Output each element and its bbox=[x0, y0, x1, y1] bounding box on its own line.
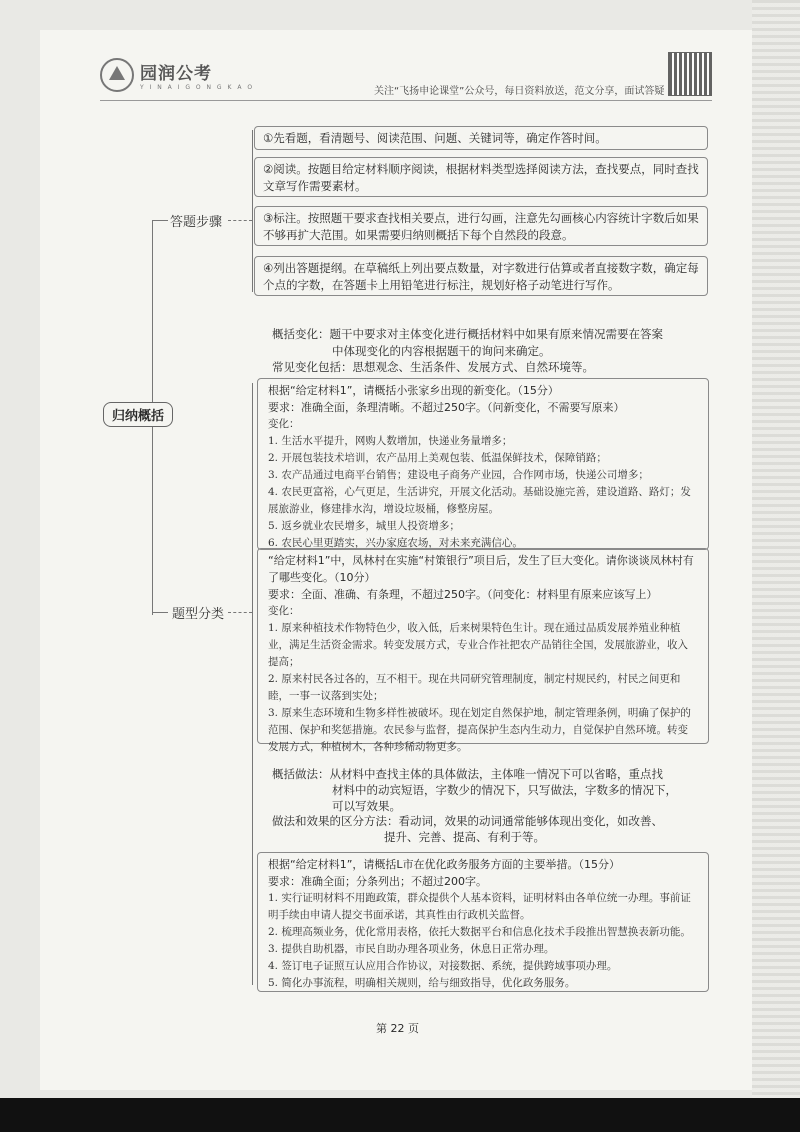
example-1-item: 5. 返乡就业农民增多，城里人投资增多； bbox=[268, 520, 460, 532]
example-1-answer-head: 变化： bbox=[268, 418, 300, 430]
example-box-3 bbox=[257, 852, 709, 992]
example-2-item: 1. 原来种植技术作物特色少，收入低，后来树果特色生计。现在通过品质发展养殖业种植业，满足生活资金需求。转变发展方式，专业合作社把农产品销往全国，发展旅游业，收入提高； bbox=[268, 622, 688, 668]
scan-edge-noise bbox=[752, 0, 800, 1098]
example-3-item: 5. 简化办事流程，明确相关规则，给与细致指导，优化政务服务。 bbox=[268, 977, 576, 989]
step-text: ②阅读。按题目给定材料顺序阅读，根据材料类型选择阅读方法，查找要点，同时查找文章写作需要素材。 bbox=[263, 162, 699, 193]
steps-label: 答题步骤 bbox=[170, 215, 223, 230]
example-3-requirement: 要求：准确全面；分条列出；不超过200字。 bbox=[268, 875, 487, 888]
method-def-line3: 可以写效果。 bbox=[332, 799, 401, 813]
header-note: 关注“飞扬申论课堂”公众号，每日资料放送，范文分享，面试答疑 bbox=[374, 86, 665, 97]
qr-code-icon bbox=[668, 52, 712, 96]
logo-title: 园润公考 bbox=[140, 64, 212, 84]
example-1-item: 1. 生活水平提升，网购人数增加，快递业务量增多； bbox=[268, 435, 513, 447]
example-3-item: 3. 提供自助机器，市民自助办理各项业务，休息日正常办理。 bbox=[268, 943, 555, 955]
publisher-logo bbox=[100, 58, 254, 92]
example-1-item: 6. 农民心里更踏实，兴办家庭农场，对未来充满信心。 bbox=[268, 537, 523, 549]
example-2-title: “给定材料1”中，凤林村在实施“村策银行”项目后，发生了巨大变化。请你谈谈凤林村有了哪些变化。（10分） bbox=[268, 554, 694, 584]
method-distinction-line2: 提升、完善、提高、有利于等。 bbox=[384, 830, 545, 844]
step-text: ④列出答题提纲。在草稿纸上列出要点数量，对字数进行估算或者直接数字数，确定每个点的字数，在答题卡上用铅笔进行标注，规划好格子动笔进行写作。 bbox=[263, 261, 699, 292]
example-2-item: 3. 原来生态环境和生物多样性被破坏。现在划定自然保护地，制定管理条例，明确了保护的范围、保护和奖惩措施。农民参与监督，提高保护生态内生动力，自觉保护自然环境。转变发展方式，种植树木，各种珍稀动物更多。 bbox=[268, 707, 691, 753]
types-bracket-line bbox=[252, 383, 253, 985]
method-def-line2: 材料中的动宾短语，字数少的情况下，只写做法，字数多的情况下， bbox=[332, 783, 677, 797]
example-3-item: 1. 实行证明材料不用跑政策，群众提供个人基本资料，证明材料由各单位统一办理。事前证明手续由申请人提交书面承诺，其真性由行政机关监督。 bbox=[268, 892, 691, 921]
change-common-line: 常见变化包括：思想观念、生活条件、发展方式、自然环境等。 bbox=[272, 360, 594, 374]
example-3-title: 根据“给定材料1”，请概括L市在优化政务服务方面的主要举措。（15分） bbox=[268, 858, 621, 871]
step-box-4 bbox=[254, 256, 708, 296]
steps-bracket-line bbox=[252, 130, 253, 292]
main-topic-label: 归纳概括 bbox=[103, 402, 173, 427]
method-distinction-line1: 做法和效果的区分方法：看动词，效果的动词通常能够体现出变化，如改善、 bbox=[272, 814, 663, 828]
example-box-2 bbox=[257, 548, 709, 753]
example-1-item: 2. 开展包装技术培训，农产品用上美观包装、低温保鲜技术，保障销路； bbox=[268, 452, 607, 464]
example-box-1 bbox=[257, 378, 709, 550]
step-box-1 bbox=[254, 126, 708, 150]
step-text: ①先看题，看清题号、阅读范围、问题、关键词等，确定作答时间。 bbox=[263, 131, 607, 145]
example-2-answer-head: 变化： bbox=[268, 605, 300, 617]
steps-connector bbox=[228, 220, 252, 221]
change-def-line2: 中体现变化的内容根据题干的询问来确定。 bbox=[332, 344, 551, 358]
page-number: 第 22 页 bbox=[376, 1022, 419, 1035]
logo-subtitle: Y I N A I G O N G K A O bbox=[140, 84, 255, 91]
example-1-item: 4. 农民更富裕，心气更足，生活讲究，开展文化活动。基础设施完善，建设道路、路灯；发展旅游业，修建排水沟，增设垃圾桶，修整房屋。 bbox=[268, 486, 691, 515]
example-1-title: 根据“给定材料1”，请概括小张家乡出现的新变化。（15分） bbox=[268, 384, 559, 397]
method-def-line1: 概括做法：从材料中查找主体的具体做法，主体唯一情况下可以省略，重点找 bbox=[272, 767, 663, 781]
change-def-line1: 概括变化：题干中要求对主体变化进行概括材料中如果有原来情况需要在答案 bbox=[272, 327, 663, 341]
example-3-item: 2. 梳理高频业务，优化常用表格，依托大数据平台和信息化技术手段推出智慧换表新功能。 bbox=[268, 926, 691, 938]
example-1-requirement: 要求：准确全面，条理清晰。不超过250字。（问新变化，不需要写原来） bbox=[268, 401, 625, 414]
step-box-2 bbox=[254, 157, 708, 197]
types-label: 题型分类 bbox=[172, 607, 225, 622]
example-2-requirement: 要求：全面、准确、有条理，不超过250字。（问变化：材料里有原来应该写上） bbox=[268, 588, 658, 601]
step-box-3 bbox=[254, 206, 708, 246]
step-text: ③标注。按照题干要求查找相关要点，进行勾画，注意先勾画核心内容统计字数后如果不够再扩大范围。如果需要归纳则概括下每个自然段的段意。 bbox=[263, 211, 699, 242]
header-rule bbox=[100, 100, 712, 101]
logo-text bbox=[140, 59, 254, 91]
scan-bottom-edge bbox=[0, 1098, 800, 1132]
steps-branch-stub bbox=[152, 220, 168, 221]
logo-mark-icon bbox=[100, 58, 134, 92]
example-1-item: 3. 农产品通过电商平台销售；建设电子商务产业园，合作网市场，快递公司增多； bbox=[268, 469, 649, 481]
example-2-item: 2. 原来村民各过各的，互不相干。现在共同研究管理制度，制定村规民约，村民之间更和睦，一事一议落到实处； bbox=[268, 673, 681, 702]
types-branch-stub bbox=[152, 612, 168, 613]
types-connector bbox=[228, 612, 252, 613]
example-3-item: 4. 签订电子证照互认应用合作协议，对接数据、系统，提供跨域事项办理。 bbox=[268, 960, 618, 972]
